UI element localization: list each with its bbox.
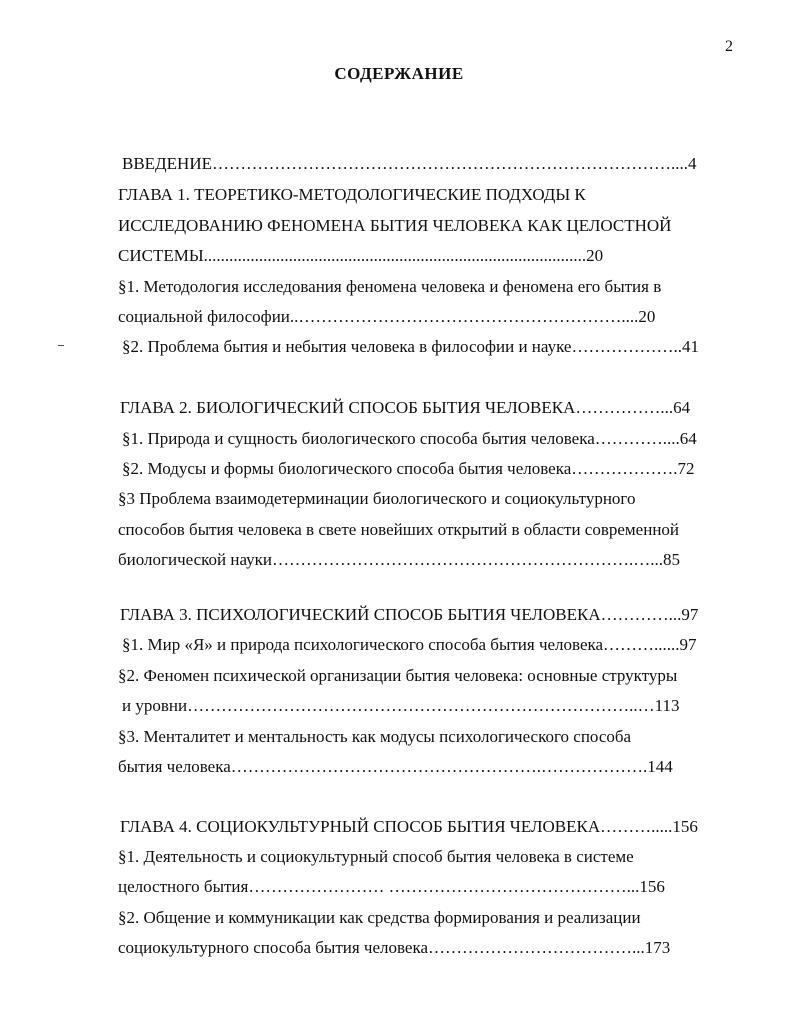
toc-chapter-4: ГЛАВА 4. СОЦИОКУЛЬТУРНЫЙ СПОСОБ БЫТИЯ ЧЕЛОВЕКА……….....156 [120, 817, 698, 836]
toc-chapter-2: ГЛАВА 2. БИОЛОГИЧЕСКИЙ СПОСОБ БЫТИЯ ЧЕЛОВЕКА……………...64 [120, 398, 691, 417]
toc-section-3-2-line-1: §2. Феномен психической организации бытия человека: основные структуры [118, 666, 678, 685]
toc-section-3-3-line-1: §3. Менталитет и ментальность как модусы психологического способа [118, 727, 632, 746]
toc-section-2-3-line-1: §3 Проблема взаимодетерминации биологического и социокультурного [118, 489, 636, 508]
page-number: 2 [725, 38, 733, 55]
toc-section-1-1-line-2: социальной философии..…………………………………………………....20 [118, 307, 656, 326]
toc-section-1-2: §2. Проблема бытия и небытия человека в философии и науке………………..41 [122, 337, 699, 356]
toc-section-2-3-line-3: биологической науки……………………………………………………….…...85 [118, 550, 681, 569]
toc-section-4-2-line-1: §2. Общение и коммуникации как средства формирования и реализации [118, 908, 641, 927]
toc-section-4-1-line-2: целостного бытия…………………… ……………………………………...156 [118, 877, 665, 896]
toc-section-3-1: §1. Мир «Я» и природа психологического способа бытия человека………......97 [122, 635, 697, 654]
toc-section-3-2-line-2: и уровни……………………………………………………………………..…113 [122, 696, 680, 715]
toc-chapter-1-line-2: ИССЛЕДОВАНИЮ ФЕНОМЕНА БЫТИЯ ЧЕЛОВЕКА КАК ЦЕЛОСТНОЙ [118, 216, 672, 235]
toc-section-1-1-line-1: §1. Методология исследования феномена человека и феномена его бытия в [118, 277, 662, 296]
toc-entry-introduction: ВВЕДЕНИЕ………………………………………………………………………....4 [122, 154, 697, 173]
toc-chapter-1-line-1: ГЛАВА 1. ТЕОРЕТИКО-МЕТОДОЛОГИЧЕСКИЕ ПОДХОДЫ К [118, 185, 586, 204]
page-title: СОДЕРЖАНИЕ [334, 64, 464, 83]
toc-chapter-3: ГЛАВА 3. ПСИХОЛОГИЧЕСКИЙ СПОСОБ БЫТИЯ ЧЕЛОВЕКА…………...97 [120, 605, 699, 624]
toc-chapter-1-line-3: СИСТЕМЫ..........................................................................................20 [118, 246, 604, 265]
toc-section-3-3-line-2: бытия человека……………………………………………….……………….144 [118, 757, 673, 776]
toc-section-4-1-line-1: §1. Деятельность и социокультурный способ бытия человека в системе [118, 847, 634, 866]
toc-section-2-1: §1. Природа и сущность биологического способа бытия человека…………....64 [122, 429, 697, 448]
toc-section-4-2-line-2: социокультурного способа бытия человека………………………………...173 [118, 938, 671, 957]
toc-section-2-3-line-2: способов бытия человека в свете новейших открытий в области современной [118, 520, 680, 539]
scan-mark [58, 345, 64, 346]
toc-section-2-2: §2. Модусы и формы биологического способа бытия человека……………….72 [122, 459, 695, 478]
